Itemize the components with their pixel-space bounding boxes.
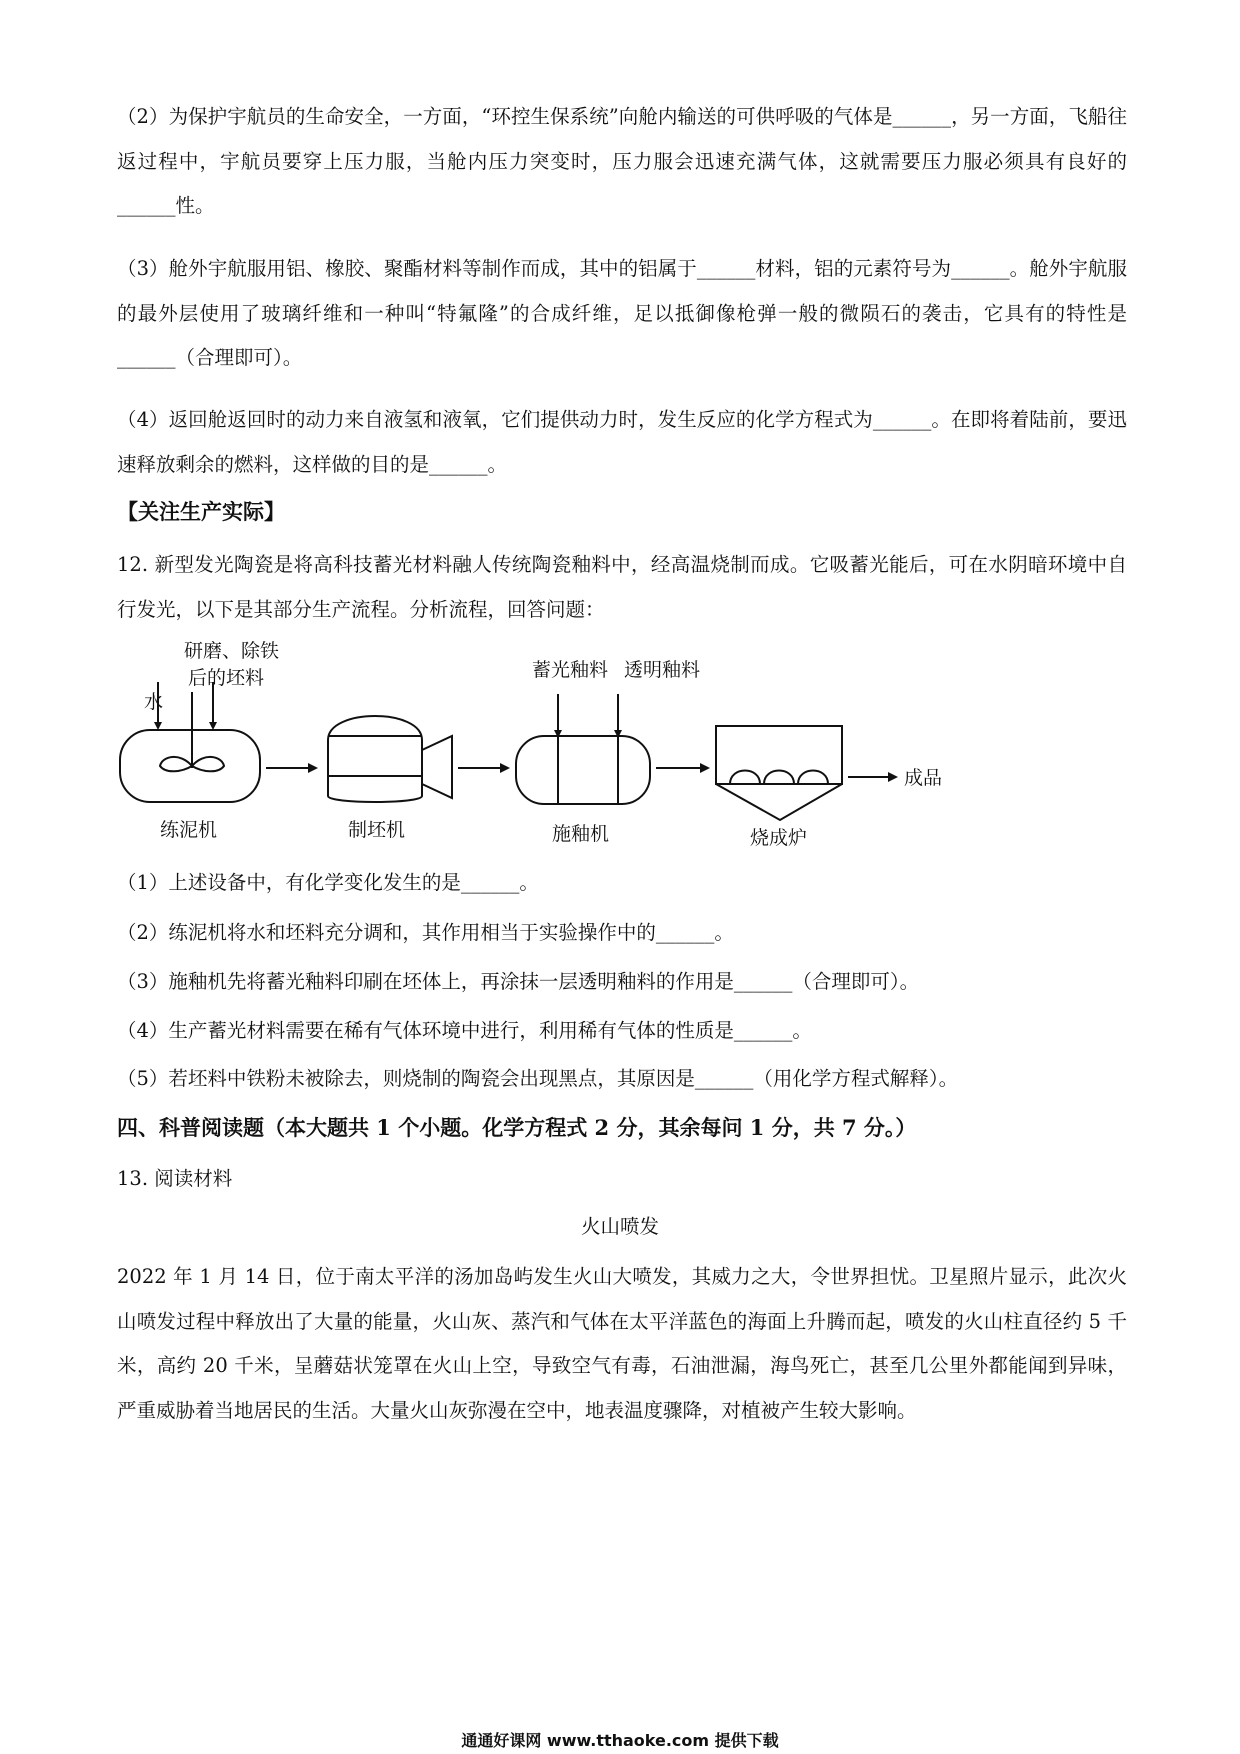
section4-heading: 四、科普阅读题（本大题共 1 个小题。化学方程式 2 分，其余每问 1 分，共 7 分。） xyxy=(117,1115,917,1140)
diagram-label-luminous-glaze: 蓄光釉料 xyxy=(532,659,609,681)
q12-sub2: （2）练泥机将水和坯料充分调和，其作用相当于实验操作中的______。 xyxy=(117,921,734,944)
diagram-label-glazer: 施釉机 xyxy=(552,823,610,845)
diagram-label-former: 制坯机 xyxy=(348,819,406,841)
q11-part2: （2）为保护宇航员的生命安全，一方面，“环控生保系统”向舱内输送的可供呼吸的气体是______，另一方面，飞船往返过程中，宇航员要穿上压力服，当舱内压力突变时，压力服会迅速充满气体，这就需要压力服必须具有良好的______性。 xyxy=(117,105,1127,217)
q12-sub3: （3）施釉机先将蓄光釉料印刷在坯体上，再涂抹一层透明釉料的作用是______（合理即可）。 xyxy=(117,970,920,993)
q12-sub1: （1）上述设备中，有化学变化发生的是______。 xyxy=(117,871,539,894)
production-flow-diagram xyxy=(100,640,980,850)
diagram-label-mixer: 练泥机 xyxy=(160,819,218,841)
diagram-label-kiln: 烧成炉 xyxy=(750,827,808,849)
q11-part4: （4）返回舱返回时的动力来自液氢和液氧，它们提供动力时，发生反应的化学方程式为______。在即将着陆前，要迅速释放剩余的燃料，这样做的目的是______。 xyxy=(117,408,1127,476)
diagram-label-transparent-glaze: 透明釉料 xyxy=(624,659,701,681)
q12-intro: 12. 新型发光陶瓷是将高科技蓄光材料融人传统陶瓷釉料中，经高温烧制而成。它吸蓄光能后，可在水阴暗环境中自行发光，以下是其部分生产流程。分析流程，回答问题： xyxy=(117,553,1127,621)
diagram-label-product: 成品 xyxy=(904,767,943,789)
diagram-label-water: 水 xyxy=(144,691,164,713)
page-footer: 通通好课网 www.tthaoke.com 提供下载 xyxy=(461,1731,779,1750)
diagram-label-material-1: 研磨、除铁 xyxy=(184,640,280,662)
diagram-label-material-2: 后的坯料 xyxy=(188,667,265,689)
section-focus-heading: 【关注生产实际】 xyxy=(117,499,285,524)
q13-article-title: 火山喷发 xyxy=(580,1215,659,1238)
q12-sub5: （5）若坯料中铁粉未被除去，则烧制的陶瓷会出现黑点，其原因是______（用化学方程式解释）。 xyxy=(117,1067,959,1090)
q11-part3: （3）舱外宇航服用铝、橡胶、聚酯材料等制作而成，其中的铝属于______材料，铝的元素符号为______。舱外宇航服的最外层使用了玻璃纤维和一种叫“特氟隆”的合成纤维，足以抵御像枪弹一般的微陨石的袭击，它具有的特性是______（合理即可）。 xyxy=(117,257,1127,369)
q13-label: 13. 阅读材料 xyxy=(117,1167,233,1190)
q12-sub4: （4）生产蓄光材料需要在稀有气体环境中进行，利用稀有气体的性质是______。 xyxy=(117,1019,812,1042)
q13-article-body: 2022 年 1 月 14 日，位于南太平洋的汤加岛屿发生火山大喷发，其威力之大，令世界担忧。卫星照片显示，此次火山喷发过程中释放出了大量的能量，火山灰、蒸汽和气体在太平洋蓝色的海面上升腾而起，喷发的火山柱直径约 5 千米，高约 20 千米，呈蘑菇状笼罩在火山上空，导致空气有毒，石油泄漏，海鸟死亡，甚至几公里外都能闻到异味，严重威胁着当地居民的生活。大量火山灰弥漫在空中，地表温度骤降，对植被产生较大影响。 xyxy=(117,1265,1127,1422)
